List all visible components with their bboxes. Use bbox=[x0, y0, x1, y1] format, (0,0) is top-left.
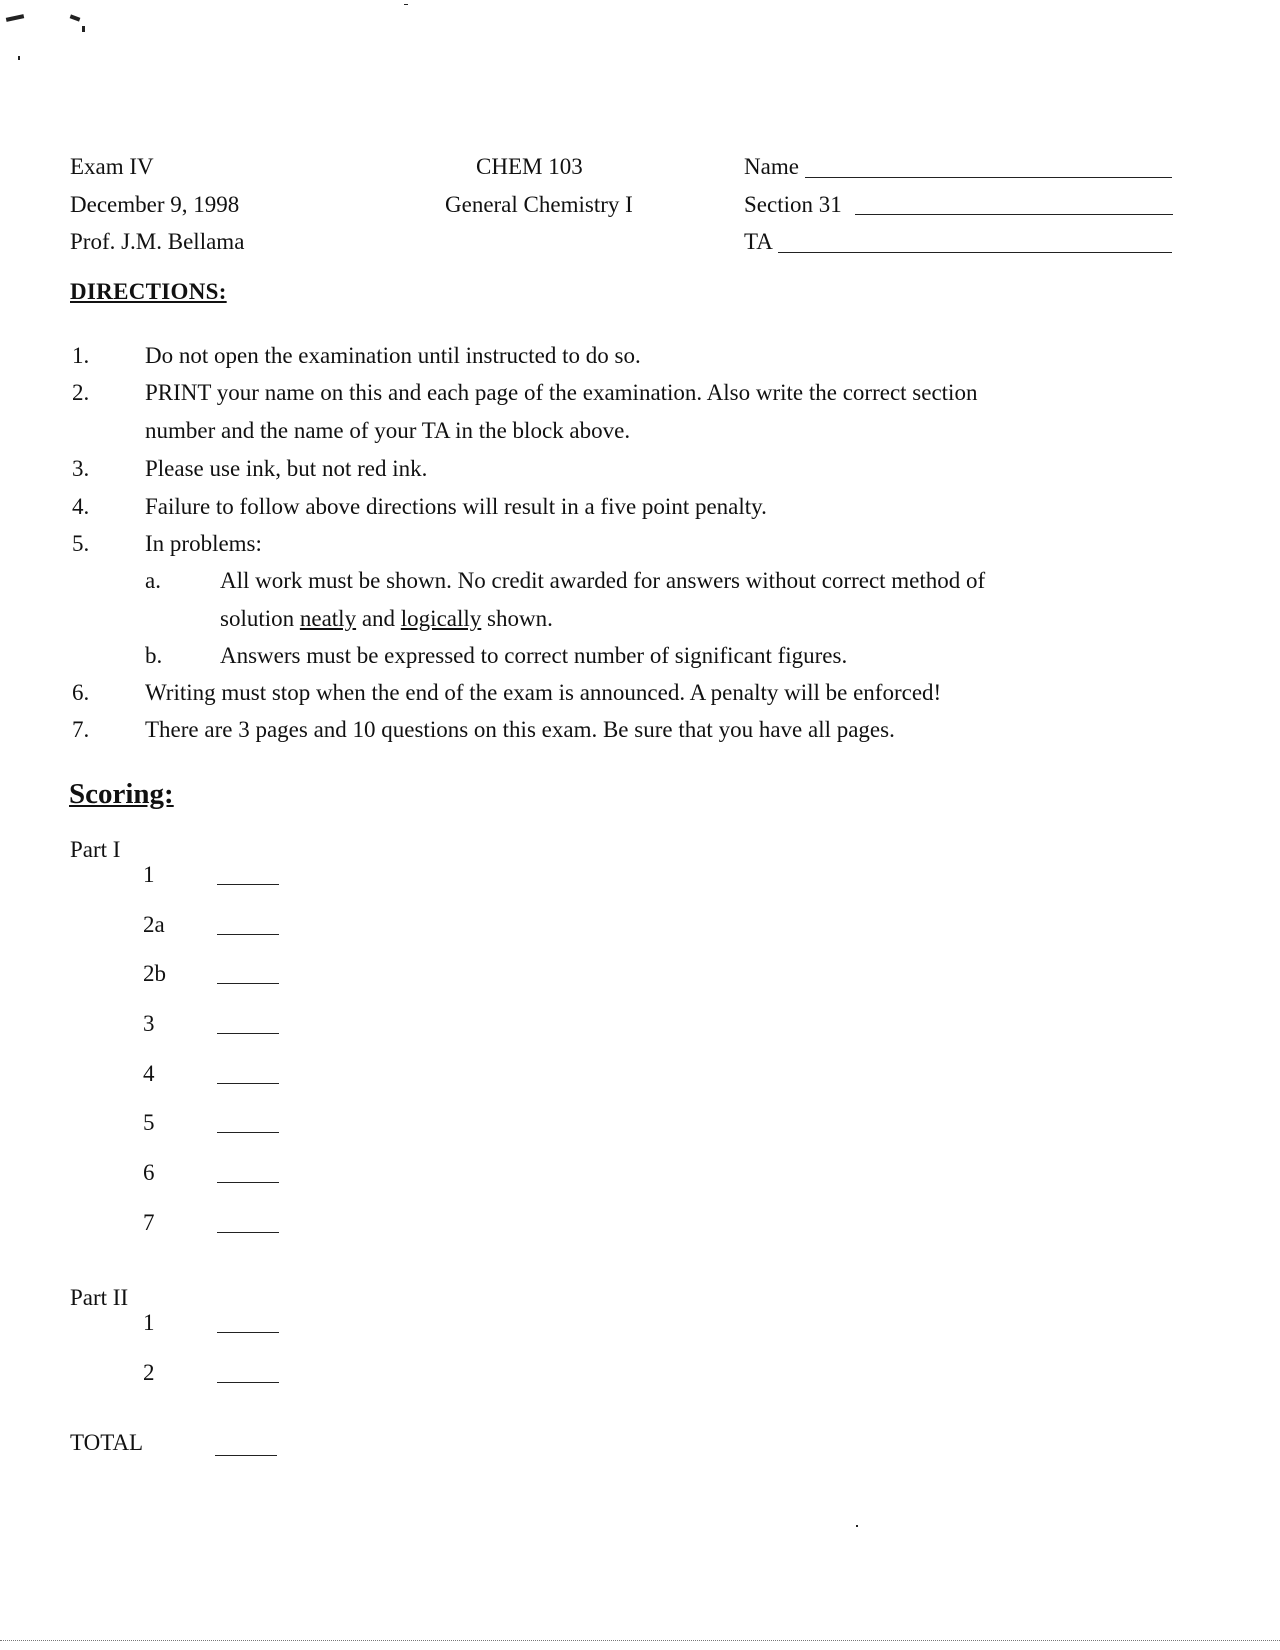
score-item-label: 6 bbox=[143, 1160, 155, 1185]
emphasis-neatly: neatly bbox=[299, 606, 357, 631]
direction-text-continued: number and the name of your TA in the block above. bbox=[145, 418, 631, 443]
emphasis-logically: logically bbox=[400, 606, 482, 631]
direction-text: Do not open the examination until instructed to do so. bbox=[145, 343, 641, 368]
direction-text: Failure to follow above directions will result in a five point penalty. bbox=[145, 494, 767, 519]
direction-text: There are 3 pages and 10 questions on this exam. Be sure that you have all pages. bbox=[145, 717, 895, 742]
score-blank[interactable] bbox=[217, 1332, 279, 1333]
score-item-label: 2a bbox=[143, 912, 165, 937]
sub-direction-text: All work must be shown. No credit awarded for answers without correct method of bbox=[220, 568, 986, 593]
sub-direction-letter: a. bbox=[145, 568, 161, 593]
direction-text: In problems: bbox=[145, 531, 262, 556]
scan-speck bbox=[6, 14, 24, 22]
score-item-label: 4 bbox=[143, 1061, 155, 1086]
direction-number: 5. bbox=[72, 531, 90, 556]
direction-number: 1. bbox=[72, 343, 90, 368]
score-blank[interactable] bbox=[217, 1132, 279, 1133]
part-two-label: Part II bbox=[70, 1285, 129, 1310]
name-label: Name bbox=[744, 154, 799, 179]
scan-speck bbox=[856, 1525, 858, 1527]
score-blank[interactable] bbox=[217, 1232, 279, 1233]
course-code: CHEM 103 bbox=[476, 154, 583, 179]
scan-speck bbox=[82, 26, 85, 32]
score-item-label: 3 bbox=[143, 1011, 155, 1036]
part-one-label: Part I bbox=[70, 837, 121, 862]
professor-name: Prof. J.M. Bellama bbox=[70, 229, 245, 254]
score-blank[interactable] bbox=[217, 1382, 279, 1383]
total-label: TOTAL bbox=[70, 1430, 144, 1455]
scan-speck bbox=[18, 56, 20, 60]
direction-text: PRINT your name on this and each page of the examination. Also write the correct section bbox=[145, 380, 978, 405]
exam-date: December 9, 1998 bbox=[70, 192, 240, 217]
score-blank[interactable] bbox=[217, 934, 279, 935]
score-blank[interactable] bbox=[217, 983, 279, 984]
direction-number: 4. bbox=[72, 494, 90, 519]
direction-number: 2. bbox=[72, 380, 90, 405]
directions-heading: DIRECTIONS: bbox=[70, 279, 227, 304]
text-fragment: shown. bbox=[481, 606, 553, 631]
score-item-label: 5 bbox=[143, 1110, 155, 1135]
score-blank[interactable] bbox=[217, 884, 279, 885]
score-item-label: 2b bbox=[143, 961, 166, 986]
score-blank[interactable] bbox=[217, 1083, 279, 1084]
exam-number: Exam IV bbox=[70, 154, 154, 179]
scan-edge-noise bbox=[0, 1640, 1280, 1641]
ta-label: TA bbox=[744, 229, 773, 254]
score-blank[interactable] bbox=[217, 1182, 279, 1183]
direction-number: 6. bbox=[72, 680, 90, 705]
score-item-label: 1 bbox=[143, 1310, 155, 1335]
direction-number: 7. bbox=[72, 717, 90, 742]
sub-direction-text-continued bbox=[220, 606, 553, 632]
score-item-label: 1 bbox=[143, 862, 155, 887]
total-blank[interactable] bbox=[215, 1455, 277, 1456]
score-item-label: 2 bbox=[143, 1360, 155, 1385]
scan-speck bbox=[70, 14, 81, 21]
scan-speck bbox=[404, 4, 408, 5]
name-field[interactable] bbox=[805, 177, 1172, 178]
direction-number: 3. bbox=[72, 456, 90, 481]
sub-direction-text: Answers must be expressed to correct number of significant figures. bbox=[220, 643, 848, 668]
scoring-heading: Scoring: bbox=[69, 778, 174, 810]
course-title: General Chemistry I bbox=[445, 192, 633, 217]
direction-text: Writing must stop when the end of the exam is announced. A penalty will be enforced! bbox=[145, 680, 942, 705]
sub-direction-letter: b. bbox=[145, 643, 163, 668]
section-field[interactable] bbox=[855, 214, 1173, 215]
text-fragment: and bbox=[356, 606, 401, 631]
score-blank[interactable] bbox=[217, 1033, 279, 1034]
text-fragment: solution bbox=[220, 606, 300, 631]
score-item-label: 7 bbox=[143, 1210, 155, 1235]
ta-field[interactable] bbox=[778, 252, 1172, 253]
direction-text: Please use ink, but not red ink. bbox=[145, 456, 428, 481]
section-label: Section 31 bbox=[744, 192, 842, 217]
